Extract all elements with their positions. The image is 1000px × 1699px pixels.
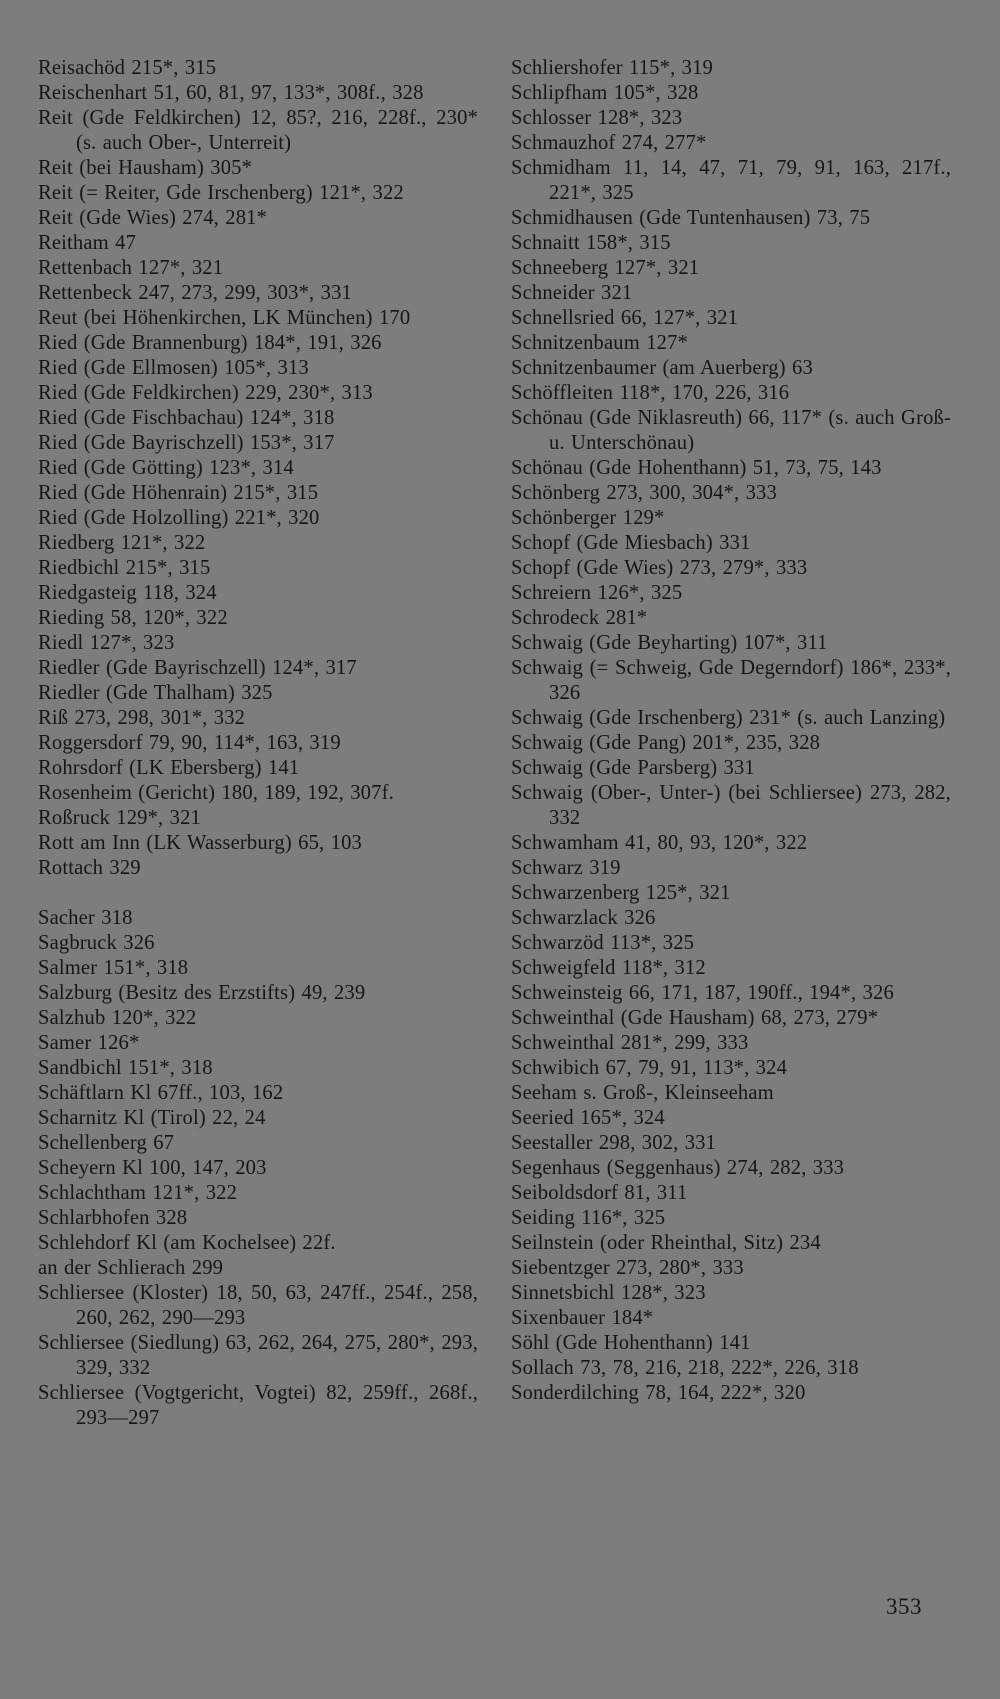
index-entry: Rott am Inn (LK Wasserburg) 65, 103 — [38, 832, 362, 854]
index-entry: Sixenbauer 184* — [511, 1307, 654, 1329]
index-entry: Reit (bei Hausham) 305* — [38, 157, 253, 179]
index-entry: Scharnitz Kl (Tirol) 22, 24 — [38, 1107, 266, 1129]
index-entry: Scheyern Kl 100, 147, 203 — [38, 1157, 267, 1179]
index-entry: Schliersee (Kloster) 18, 50, 63, 247ff., 254f., 258, 260, 262, 290—293 — [38, 1282, 478, 1329]
index-entry: Schnitzenbaum 127* — [511, 332, 688, 354]
letter-group-gap — [38, 881, 478, 906]
index-entry: Ried (Gde Bayrischzell) 153*, 317 — [38, 432, 335, 454]
index-entry: Schönau (Gde Hohenthann) 51, 73, 75, 143 — [511, 457, 882, 479]
index-entry: Roggersdorf 79, 90, 114*, 163, 319 — [38, 732, 341, 754]
index-entry: Schwibich 67, 79, 91, 113*, 324 — [511, 1057, 788, 1079]
index-entry: Sollach 73, 78, 216, 218, 222*, 226, 318 — [511, 1357, 859, 1379]
index-entry: Rottach 329 — [38, 857, 141, 879]
index-entry: Sacher 318 — [38, 907, 133, 929]
index-entry: Reitham 47 — [38, 232, 137, 254]
index-entry: an der Schlierach 299 — [38, 1257, 224, 1279]
index-entry: Schwamham 41, 80, 93, 120*, 322 — [511, 832, 808, 854]
index-entry: Seiding 116*, 325 — [511, 1207, 666, 1229]
index-entry: Ried (Gde Holzolling) 221*, 320 — [38, 507, 320, 529]
index-entry: Schmidham 11, 14, 47, 71, 79, 91, 163, 217f., 221*, 325 — [511, 157, 951, 204]
index-entry: Schönberg 273, 300, 304*, 333 — [511, 482, 777, 504]
index-entry: Schöffleiten 118*, 170, 226, 316 — [511, 382, 790, 404]
index-entry: Rettenbach 127*, 321 — [38, 257, 224, 279]
index-entry: Schreiern 126*, 325 — [511, 582, 683, 604]
index-entry: Riedbichl 215*, 315 — [38, 557, 211, 579]
index-entry: Seeham s. Groß-, Kleinseeham — [511, 1082, 774, 1104]
index-entry: Seeried 165*, 324 — [511, 1107, 665, 1129]
index-entry: Schnitzenbaumer (am Auerberg) 63 — [511, 357, 813, 379]
index-entry: Ried (Gde Ellmosen) 105*, 313 — [38, 357, 309, 379]
index-entry: Schwaig (Ober-, Unter-) (bei Schliersee) 273, 282, 332 — [511, 782, 951, 829]
index-entry: Sinnetsbichl 128*, 323 — [511, 1282, 706, 1304]
index-entry: Reischenhart 51, 60, 81, 97, 133*, 308f., 328 — [38, 82, 424, 104]
index-entry: Schweigfeld 118*, 312 — [511, 957, 706, 979]
index-entry: Söhl (Gde Hohenthann) 141 — [511, 1332, 751, 1354]
index-entry: Schmidhausen (Gde Tuntenhausen) 73, 75 — [511, 207, 871, 229]
index-entry: Seiboldsdorf 81, 311 — [511, 1182, 688, 1204]
index-entry: Sandbichl 151*, 318 — [38, 1057, 213, 1079]
index-entry: Salmer 151*, 318 — [38, 957, 189, 979]
index-entry: Schlarbhofen 328 — [38, 1207, 188, 1229]
index-entry: Seilnstein (oder Rheinthal, Sitz) 234 — [511, 1232, 821, 1254]
index-entry: Ried (Gde Fischbachau) 124*, 318 — [38, 407, 335, 429]
index-entry: Samer 126* — [38, 1032, 140, 1054]
index-entry: Schwarzlack 326 — [511, 907, 656, 929]
index-entry: Rosenheim (Gericht) 180, 189, 192, 307f. — [38, 782, 394, 804]
index-entry: Schwarz 319 — [511, 857, 621, 879]
index-entry: Sonderdilching 78, 164, 222*, 320 — [511, 1382, 806, 1404]
index-entry: Rieding 58, 120*, 322 — [38, 607, 228, 629]
index-entry: Schweinthal 281*, 299, 333 — [511, 1032, 749, 1054]
index-entry: Schwarzenberg 125*, 321 — [511, 882, 731, 904]
index-entry: Siebentzger 273, 280*, 333 — [511, 1257, 744, 1279]
index-entry: Salzburg (Besitz des Erzstifts) 49, 239 — [38, 982, 366, 1004]
index-entry: Reit (= Reiter, Gde Irschenberg) 121*, 322 — [38, 182, 404, 204]
index-entry: Schopf (Gde Wies) 273, 279*, 333 — [511, 557, 808, 579]
index-entry: Riedler (Gde Thalham) 325 — [38, 682, 273, 704]
index-entry: Schweinthal (Gde Hausham) 68, 273, 279* — [511, 1007, 879, 1029]
index-entry: Rohrsdorf (LK Ebersberg) 141 — [38, 757, 300, 779]
page-number: 353 — [886, 1594, 922, 1619]
index-entry: Rettenbeck 247, 273, 299, 303*, 331 — [38, 282, 352, 304]
index-entry: Sagbruck 326 — [38, 932, 155, 954]
index-entry: Schlipfham 105*, 328 — [511, 82, 699, 104]
index-entry: Schliersee (Siedlung) 63, 262, 264, 275, 280*, 293, 329, 332 — [38, 1332, 478, 1379]
index-entry: Ried (Gde Brannenburg) 184*, 191, 326 — [38, 332, 382, 354]
index-entry: Riedberg 121*, 322 — [38, 532, 206, 554]
index-entry: Seestaller 298, 302, 331 — [511, 1132, 717, 1154]
index-entry: Schnaitt 158*, 315 — [511, 232, 671, 254]
index-entry: Segenhaus (Seggenhaus) 274, 282, 333 — [511, 1157, 845, 1179]
index-entry: Schellenberg 67 — [38, 1132, 175, 1154]
index-entry: Schliersee (Vogtgericht, Vogtei) 82, 259ff., 268f., 293—297 — [38, 1382, 478, 1429]
index-entry: Schwaig (Gde Irschenberg) 231* (s. auch Lanzing) — [511, 707, 946, 729]
index-entry: Schwaig (= Schweig, Gde Degerndorf) 186*, 233*, 326 — [511, 657, 951, 704]
index-entry: Ried (Gde Götting) 123*, 314 — [38, 457, 294, 479]
index-entry: Schwaig (Gde Parsberg) 331 — [511, 757, 755, 779]
index-entry: Salzhub 120*, 322 — [38, 1007, 197, 1029]
index-entry: Schlosser 128*, 323 — [511, 107, 683, 129]
index-entry: Schönau (Gde Niklasreuth) 66, 117* (s. auch Groß- u. Unterschönau) — [511, 407, 951, 454]
index-entry: Schopf (Gde Miesbach) 331 — [511, 532, 751, 554]
index-entry: Riß 273, 298, 301*, 332 — [38, 707, 246, 729]
index-entry: Schrodeck 281* — [511, 607, 648, 629]
index-entry: Schneeberg 127*, 321 — [511, 257, 700, 279]
index-entry: Riedl 127*, 323 — [38, 632, 175, 654]
index-entry: Schweinsteig 66, 171, 187, 190ff., 194*, 326 — [511, 982, 894, 1004]
index-entry: Riedler (Gde Bayrischzell) 124*, 317 — [38, 657, 357, 679]
index-entry: Schlehdorf Kl (am Kochelsee) 22f. — [38, 1232, 336, 1254]
index-entry: Ried (Gde Höhenrain) 215*, 315 — [38, 482, 319, 504]
index-column-right — [511, 56, 951, 1406]
index-entry: Reisachöd 215*, 315 — [38, 57, 217, 79]
index-entry: Reit (Gde Wies) 274, 281* — [38, 207, 268, 229]
index-entry: Schmauzhof 274, 277* — [511, 132, 707, 154]
index-entry: Schäftlarn Kl 67ff., 103, 162 — [38, 1082, 284, 1104]
index-entry: Schliershofer 115*, 319 — [511, 57, 714, 79]
index-entry: Schönberger 129* — [511, 507, 665, 529]
index-entry: Schlachtham 121*, 322 — [38, 1182, 238, 1204]
index-entry: Schwaig (Gde Pang) 201*, 235, 328 — [511, 732, 821, 754]
index-entry: Reit (Gde Feldkirchen) 12, 85?, 216, 228f., 230* (s. auch Ober-, Unterreit) — [38, 107, 478, 154]
index-entry: Riedgasteig 118, 324 — [38, 582, 217, 604]
index-entry: Ried (Gde Feldkirchen) 229, 230*, 313 — [38, 382, 373, 404]
index-column-left — [38, 56, 478, 1431]
index-entry: Schwarzöd 113*, 325 — [511, 932, 695, 954]
index-entry: Schneider 321 — [511, 282, 633, 304]
index-entry: Roßruck 129*, 321 — [38, 807, 201, 829]
index-entry: Reut (bei Höhenkirchen, LK München) 170 — [38, 307, 411, 329]
index-entry: Schwaig (Gde Beyharting) 107*, 311 — [511, 632, 828, 654]
index-entry: Schnellsried 66, 127*, 321 — [511, 307, 739, 329]
